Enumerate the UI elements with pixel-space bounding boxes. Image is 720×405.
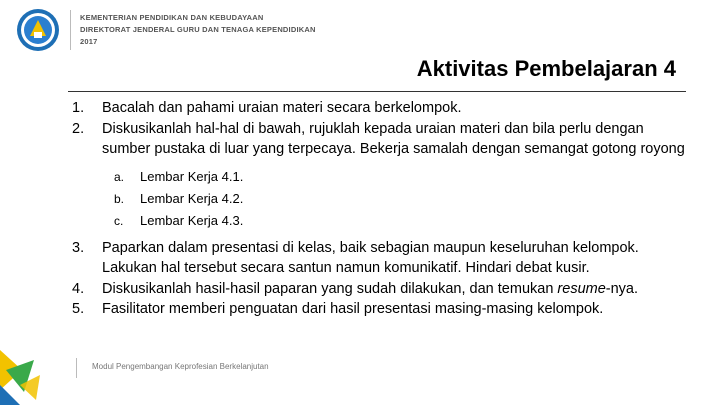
sub-list-item	[80, 166, 690, 188]
sub-list-letter: a.	[114, 169, 125, 184]
list-item	[72, 238, 690, 279]
footer-text: Modul Pengembangan Keprofesian Berkelanjutan	[92, 362, 269, 371]
list-item	[72, 299, 690, 320]
sub-list-text: Lembar Kerja 4.1.	[140, 168, 244, 184]
list-number: 4.	[72, 280, 85, 297]
org-line-2: DIREKTORAT JENDERAL GURU DAN TENAGA KEPENDIDIKAN	[80, 25, 316, 34]
worksheet-list	[80, 166, 690, 232]
list-number: 1.	[72, 100, 85, 116]
list-text: Paparkan dalam presentasi di kelas, baik sebagian maupun keseluruhan kelompok. Lakukan hal tersebut secara santun namun komunikatif. Hindari debat kusir.	[102, 239, 639, 276]
list-text-part: -nya.	[605, 280, 639, 297]
slide-title: Aktivitas Pembelajaran 4	[416, 56, 676, 81]
organization-name	[80, 12, 316, 48]
list-number: 2.	[72, 120, 85, 137]
list-text: Bacalah dan pahami uraian materi secara berkelompok.	[102, 100, 462, 116]
list-text: Fasilitator memberi penguatan dari hasil presentasi masing-masing kelompok.	[102, 301, 604, 317]
sub-list-item	[80, 210, 690, 232]
list-item	[72, 119, 690, 160]
activity-list	[72, 98, 690, 320]
header	[0, 0, 720, 60]
tut-wuri-handayani-logo-icon	[16, 8, 60, 52]
title-underline	[68, 91, 686, 92]
list-number: 5.	[72, 301, 85, 317]
org-line-3: 2017	[80, 37, 98, 46]
list-item	[72, 98, 690, 119]
sub-list-letter: c.	[114, 213, 124, 228]
sub-list-text: Lembar Kerja 4.3.	[140, 212, 244, 228]
list-text-emphasis: resume	[557, 280, 606, 297]
list-text-part: Diskusikanlah hasil-hasil paparan yang sudah dilakukan, dan temukan	[102, 280, 558, 297]
list-number: 3.	[72, 239, 85, 256]
sub-list-letter: b.	[114, 191, 125, 206]
sub-list-text: Lembar Kerja 4.2.	[140, 190, 244, 206]
org-line-1: KEMENTERIAN PENDIDIKAN DAN KEBUDAYAAN	[80, 13, 264, 22]
header-divider	[70, 10, 71, 50]
sub-list-item	[80, 188, 690, 210]
footer-divider	[76, 358, 77, 378]
corner-decoration-icon	[0, 340, 50, 405]
list-item	[72, 279, 690, 300]
list-text: Diskusikanlah hal-hal di bawah, rujuklah kepada uraian materi dan bila perlu dengan sumber pustaka di luar yang terpecaya. Bekerja samalah dengan semangat gotong royong	[102, 120, 685, 157]
